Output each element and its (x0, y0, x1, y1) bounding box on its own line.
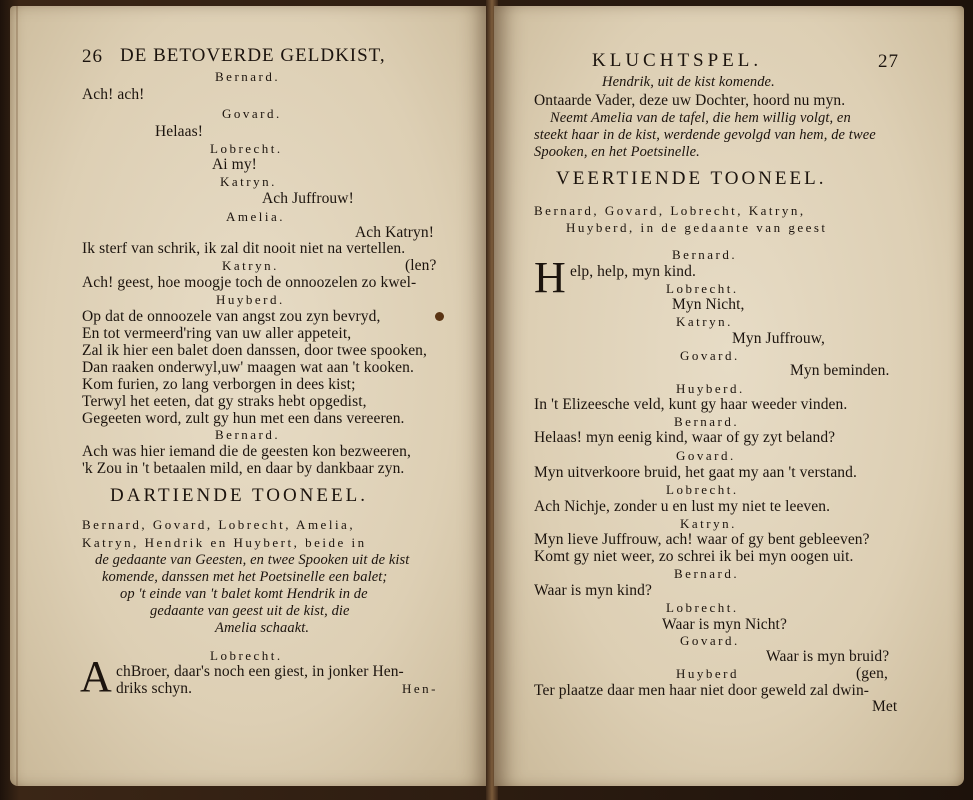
verse-line: Helaas! (155, 123, 204, 140)
verse-line: elp, help, myn kind. (570, 263, 696, 280)
verse-line: Ontaarde Vader, deze uw Dochter, hoord nu myn. (534, 92, 846, 109)
speaker-label: Govard. (680, 633, 740, 648)
verse-line: Waar is myn kind? (534, 582, 652, 599)
page-number: 27 (878, 51, 899, 72)
speaker-label: Bernard. (672, 247, 738, 262)
speaker-label: Bernard. (674, 566, 740, 581)
verse-line: Ach Katryn! (355, 224, 435, 241)
stage-direction: steekt haar in de kist, werdende gevolgd van hem, de twee (534, 127, 876, 143)
catchword: Met (872, 698, 898, 715)
verse-line: Helaas! myn eenig kind, waar of gy zyt beland? (534, 429, 836, 446)
page-number: 26 (82, 46, 103, 67)
verse-line: Waar is myn bruid? (766, 648, 890, 665)
stage-direction: de gedaante van Geesten, en twee Spooken uit de kist (95, 552, 410, 568)
verse-line: Ter plaatze daar men haar niet door geweld zal dwin- (534, 682, 870, 699)
ink-stain (435, 312, 444, 321)
verse-line: Myn uitverkoore bruid, het gaat my aan 't verstand. (534, 464, 857, 481)
speaker-label: Huyberd. (216, 292, 285, 307)
stage-direction: gedaante van geest uit de kist, die (150, 603, 350, 619)
verse-line: Ach! geest, hoe moogje toch de onnoozelen zo kwel- (82, 274, 417, 291)
stage-direction: Neemt Amelia van de tafel, die hem willig volgt, en (550, 110, 851, 126)
verse-line: driks schyn. (116, 680, 193, 697)
speaker-label: Govard. (680, 348, 740, 363)
verse-line: Komt gy niet weer, zo schrei ik bei myn oogen uit. (534, 548, 854, 565)
speaker-label: Bernard. (215, 427, 281, 442)
verse-line: In 't Elizeesche veld, kunt gy haar weeder vinden. (534, 396, 848, 413)
drop-cap: A (80, 652, 112, 701)
speaker-label: Katryn. (676, 314, 733, 329)
cast-list: Bernard, Govard, Lobrecht, Katryn, (534, 203, 806, 218)
running-head: KLUCHTSPEL. (592, 50, 763, 71)
stage-direction: Amelia schaakt. (215, 620, 310, 636)
speaker-label: Lobrecht. (210, 648, 283, 663)
verse-line: Gegeeten word, zult gy hun met een dans vereeren. (82, 410, 405, 427)
speaker-label: Lobrecht. (666, 600, 739, 615)
verse-line: En tot vermeerd'ring van uw aller appeteit, (82, 325, 352, 342)
verse-line: Myn Juffrouw, (732, 330, 826, 347)
drop-cap: H (534, 253, 566, 302)
verse-line: Terwyl het eeten, dat gy straks hebt opgedist, (82, 393, 367, 410)
speaker-label: Katryn. (220, 174, 277, 189)
verse-line: Myn Nicht, (672, 296, 745, 313)
verse-line: Kom furien, zo lang verborgen in dees kist; (82, 376, 356, 393)
verse-line: Ach was hier iemand die de geesten kon bezweeren, (82, 443, 411, 460)
speaker-label: Katryn. (680, 516, 737, 531)
verse-line-overflow: (len? (405, 257, 437, 274)
speaker-label: Lobrecht. (666, 281, 739, 296)
verse-line: Myn beminden. (790, 362, 890, 379)
speaker-label: Lobrecht. (210, 141, 283, 156)
stage-direction: Spooken, en het Poetsinelle. (534, 144, 700, 160)
verse-line: Myn lieve Juffrouw, ach! waar of gy bent gebleeven? (534, 531, 870, 548)
verse-line: Ik sterf van schrik, ik zal dit nooit niet na vertellen. (82, 240, 406, 257)
verse-line: Dan raaken onderwyl,uw' maagen wat aan 't kooken. (82, 359, 414, 376)
speaker-label: Govard. (676, 448, 736, 463)
scene-title: DARTIENDE TOONEEL. (110, 485, 368, 506)
verse-line: chBroer, daar's noch een giest, in jonker Hen- (116, 663, 404, 680)
stage-direction: op 't einde van 't balet komt Hendrik in de (120, 586, 368, 602)
verse-line: 'k Zou in 't betaalen mild, en daar by dankbaar zyn. (82, 460, 405, 477)
speaker-label: Huyberd (676, 666, 739, 681)
running-head: DE BETOVERDE GELDKIST, (120, 45, 386, 66)
page-edge (16, 6, 18, 786)
stage-direction: Bernard, Govard, Lobrecht, Amelia, (82, 517, 356, 532)
speaker-label: Govard. (222, 106, 282, 121)
stage-direction: Hendrik, uit de kist komende. (602, 74, 775, 90)
verse-line: Waar is myn Nicht? (662, 616, 787, 633)
verse-line: Ach Nichje, zonder u en lust my niet te leeven. (534, 498, 831, 515)
speaker-label: Bernard. (674, 414, 740, 429)
verse-line-overflow: (gen, (856, 665, 888, 682)
speaker-label: Katryn. (222, 258, 279, 273)
right-page (494, 6, 964, 786)
speaker-label: Amelia. (226, 209, 286, 224)
verse-line: Ai my! (212, 156, 257, 173)
verse-line: Ach! ach! (82, 86, 145, 103)
verse-line: Op dat de onnoozele van angst zou zyn bevryd, (82, 308, 381, 325)
speaker-label: Bernard. (215, 69, 281, 84)
catchword: Hen- (402, 681, 438, 696)
speaker-label: Lobrecht. (666, 482, 739, 497)
verse-line: Zal ik hier een balet doen danssen, door twee spooken, (82, 342, 427, 359)
speaker-label: Huyberd. (676, 381, 745, 396)
stage-direction: komende, danssen met het Poetsinelle een balet; (102, 569, 388, 585)
stage-direction: Katryn, Hendrik en Huybert, beide in (82, 535, 367, 550)
left-page (10, 6, 490, 786)
scene-title: VEERTIENDE TOONEEL. (556, 168, 827, 189)
cast-list: Huyberd, in de gedaante van geest (566, 220, 828, 235)
verse-line: Ach Juffrouw! (262, 190, 354, 207)
